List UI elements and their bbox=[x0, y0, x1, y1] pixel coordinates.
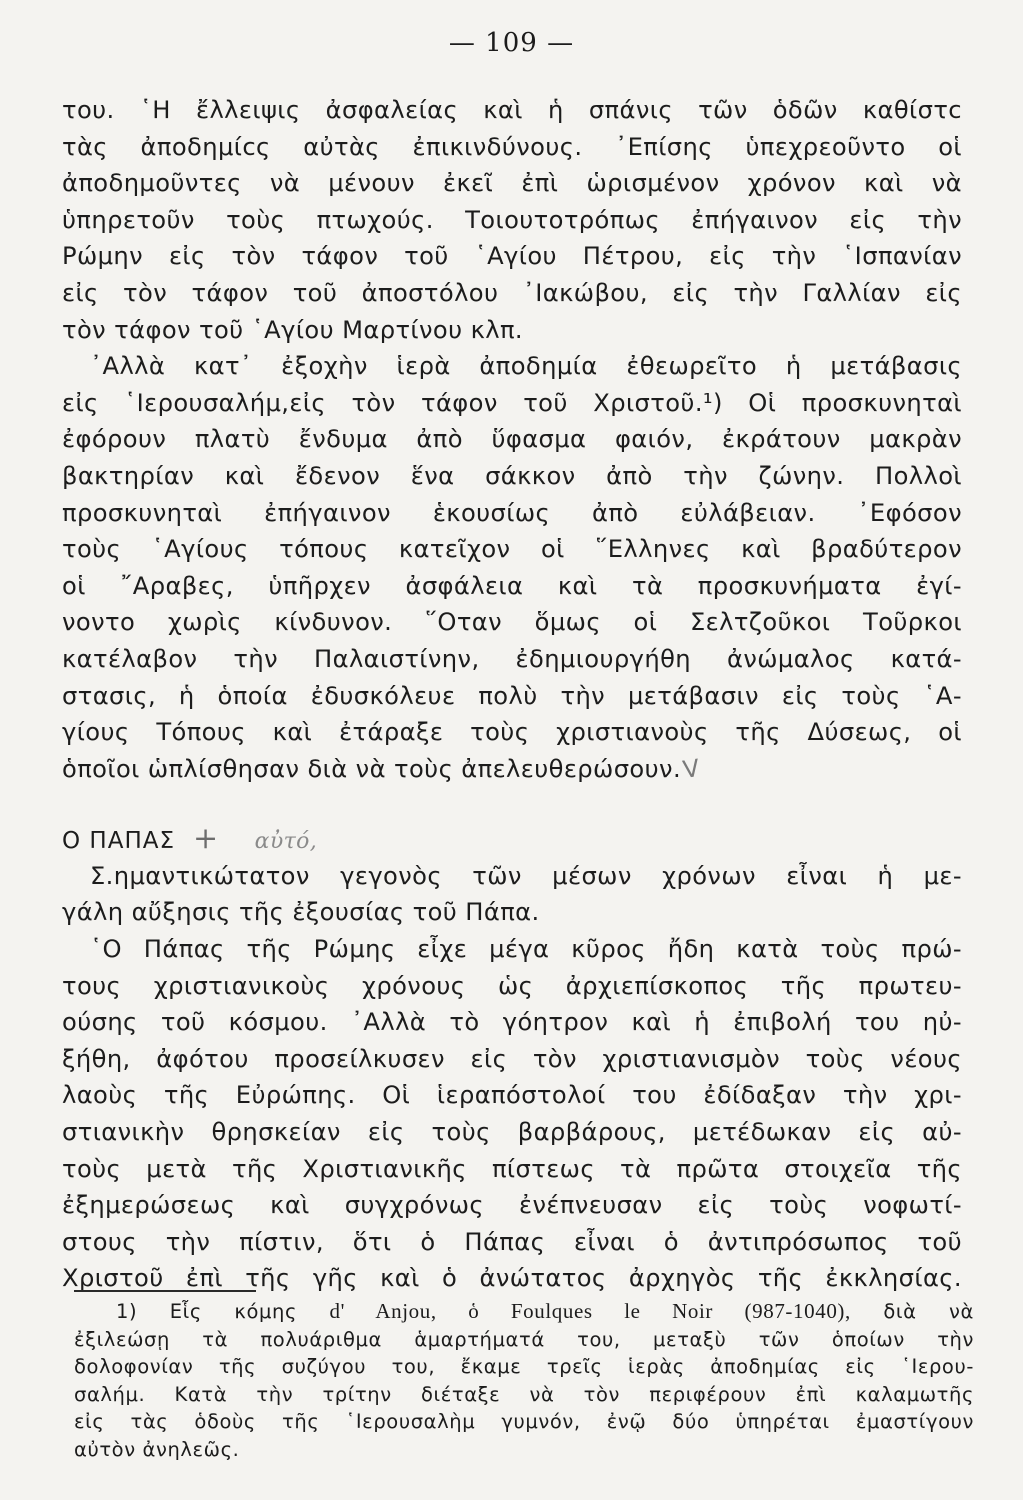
text-line: ὑπηρετοῦν τοὺς πτωχούς. Τοιουτοτρόπως ἐπήγαινον εἰς τὴν bbox=[62, 205, 962, 234]
pencil-cross-mark: + bbox=[193, 821, 219, 857]
text-line: βακτηρίαν καὶ ἔδενον ἕνα σάκκον ἀπὸ τὴν ζώνην. Πολλοὶ bbox=[62, 461, 962, 490]
text-line: τοὺς μετὰ τῆς Χριστιανικῆς πίστεως τὰ πρῶτα στοιχεῖα τῆς bbox=[62, 1154, 962, 1183]
text-line: τὸν τάφον τοῦ ῾Αγίου Μαρτίνου κλπ. bbox=[62, 315, 524, 344]
text-line: Χριστοῦ ἐπὶ τῆς γῆς καὶ ὁ ἀνώτατος ἀρχηγὸς τῆς ἐκκλησίας. bbox=[62, 1264, 962, 1293]
footnote-line: ἐξιλεώσῃ τὰ πολυάριθμα ἁμαρτήματά του, μεταξὺ τῶν ὁποίων τὴν bbox=[74, 1327, 974, 1351]
text-line-content: ὁποῖοι ὡπλίσθησαν διὰ νὰ τοὺς ἀπελευθερώσουν. bbox=[62, 754, 682, 783]
text-line: κατέλαβον τὴν Παλαιστίνην, ἐδημιουργήθη ἀνώμαλος κατά- bbox=[62, 644, 962, 673]
paragraph-1 bbox=[62, 92, 962, 348]
text-line bbox=[62, 751, 962, 788]
text-line: τὰς ἀποδημίcς αὐτὰς ἐπικινδύνους. ᾽Επίσης ὑπεχρεοῦντο οἱ bbox=[62, 132, 962, 161]
text-line: εἰς τὸν τάφον τοῦ ἀποστόλου ᾽Ιακώβου, εἰς τὴν Γαλλίαν εἰς bbox=[62, 278, 962, 307]
text-line: γάλη αὔξησις τῆς ἐξουσίας τοῦ Πάπα. bbox=[62, 898, 540, 927]
text-line: ξήθη, ἀφότου προσείλκυσεν εἰς τὸν χριστιανισμὸν τοὺς νέους bbox=[62, 1044, 962, 1073]
text-line: Ρώμην εἰς τὸν τάφον τοῦ ῾Αγίου Πέτρου, εἰς τὴν ῾Ισπανίαν bbox=[62, 242, 962, 271]
text-line: ῾Ο Πάπας τῆς Ρώμης εἶχε μέγα κῦρος ἤδη κατὰ τοὺς πρώ- bbox=[90, 935, 962, 964]
text-line: τους χριστιανικοὺς χρόνους ὡς ἀρχιεπίσκοπος τῆς πρωτευ- bbox=[62, 971, 962, 1000]
footnote-line: δολοφονίαν τῆς συζύγου του, ἔκαμε τρεῖς ἱερὰς ἀποδημίας εἰς ῾Ιερου- bbox=[74, 1355, 974, 1378]
paragraph-2 bbox=[62, 348, 962, 787]
footnote-lead-tail: διὰ νὰ bbox=[883, 1300, 974, 1323]
text-line: ἐφόρουν πλατὺ ἔνδυμα ἀπὸ ὕφασμα φαιόν, ἐκράτουν μακρὰν bbox=[62, 425, 962, 454]
footnote-line bbox=[74, 1298, 974, 1326]
footnote-lead: 1) Εἷς κόμης bbox=[116, 1300, 297, 1323]
text-line: οἱ ῎Αραβες, ὑπῆρχεν ἀσφάλεια καὶ τὰ προσκυνήματα ἐγί- bbox=[62, 571, 962, 600]
text-line: εἰς ῾Ιερουσαλήμ,εἰς τὸν τάφον τοῦ Χριστοῦ.¹) Οἱ προσκυνηταὶ bbox=[62, 388, 962, 417]
main-text bbox=[62, 92, 962, 1297]
text-line: λαοὺς τῆς Εὐρώπης. Οἱ ἱεραπόστολοί του ἐδίδαξαν τὴν χρι- bbox=[62, 1081, 962, 1110]
footnote-line: εἰς τὰς ὁδοὺς τῆς ῾Ιερουσαλὴμ γυμνόν, ἐνῷ δύο ὑπηρέται ἐμαστίγουν bbox=[74, 1410, 974, 1433]
text-line: γίους Τόπους καὶ ἐτάραξε τοὺς χριστιανοὺς τῆς Δύσεως, οἱ bbox=[62, 718, 962, 747]
text-line: ἀποδημοῦντες νὰ μένουν ἐκεῖ ἐπὶ ὡρισμένον χρόνον καὶ νὰ bbox=[62, 169, 962, 198]
footnote-latin-text: d' Anjou, ὁ Foulques le Noir (987-1040), bbox=[329, 1299, 851, 1323]
pencil-check-mark: V bbox=[681, 753, 702, 784]
footnote-divider bbox=[74, 1290, 256, 1292]
paragraph-4 bbox=[62, 931, 962, 1297]
text-line: στιανικὴν θρησκείαν εἰς τοὺς βαρβάρους, μετέδωκαν εἰς αὐ- bbox=[62, 1118, 962, 1147]
paragraph-3 bbox=[62, 858, 962, 931]
text-line: στους τὴν πίστιν, ὅτι ὁ Πάπας εἶναι ὁ ἀντιπρόσωπος τοῦ bbox=[62, 1227, 962, 1256]
text-line: Σ.ημαντικώτατον γεγονὸς τῶν μέσων χρόνων εἶναι ἡ με- bbox=[90, 861, 962, 890]
text-line: ᾽Αλλὰ κατ᾽ ἐξοχὴν ἱερὰ ἀποδημία ἐθεωρεῖτο ἡ μετάβασις bbox=[90, 352, 962, 381]
text-line: του. ῾Η ἔλλειψις ἀσφαλείας καὶ ἡ σπάνις τῶν ὁδῶν καθίστc bbox=[62, 96, 962, 124]
page-number: — 109 — bbox=[448, 28, 575, 58]
section-heading: Ο ΠΑΠΑΣ bbox=[62, 828, 176, 855]
text-line: ἐξημερώσεως καὶ συγχρόνως ἐνέπνευσαν εἰς τοὺς νοφωτί- bbox=[62, 1191, 962, 1220]
text-line: στασις, ἡ ὁποία ἐδυσκόλευε πολὺ τὴν μετάβασιν εἰς τοὺς ῾Α- bbox=[62, 681, 962, 710]
text-line: προσκυνηταὶ ἐπήγαινον ἑκουσίως ἀπὸ εὐλάβειαν. ᾽Εφόσον bbox=[62, 498, 962, 527]
text-line: ούσης τοῦ κόσμου. ᾽Αλλὰ τὸ γόητρον καὶ ἡ ἐπιβολή του ηὐ- bbox=[62, 1008, 962, 1037]
footnote-line: αὐτὸν ἀνηλεῶς. bbox=[74, 1437, 240, 1461]
text-line: νοντο χωρὶς κίνδυνον. ῞Οταν ὅμως οἱ Σελτζοῦκοι Τοῦρκοι bbox=[62, 608, 962, 637]
footnote bbox=[74, 1298, 974, 1463]
section-heading-row bbox=[62, 821, 962, 858]
footnote-line: σαλήμ. Κατὰ τὴν τρίτην διέταξε νὰ τὸν περιφέρουν ἐπὶ καλαμωτῆς bbox=[74, 1382, 974, 1406]
pencil-annotation: αὐτό, bbox=[254, 829, 318, 855]
text-line: τοὺς ῾Αγίους τόπους κατεῖχον οἱ ῞Ελληνες καὶ βραδύτερον bbox=[62, 535, 962, 564]
